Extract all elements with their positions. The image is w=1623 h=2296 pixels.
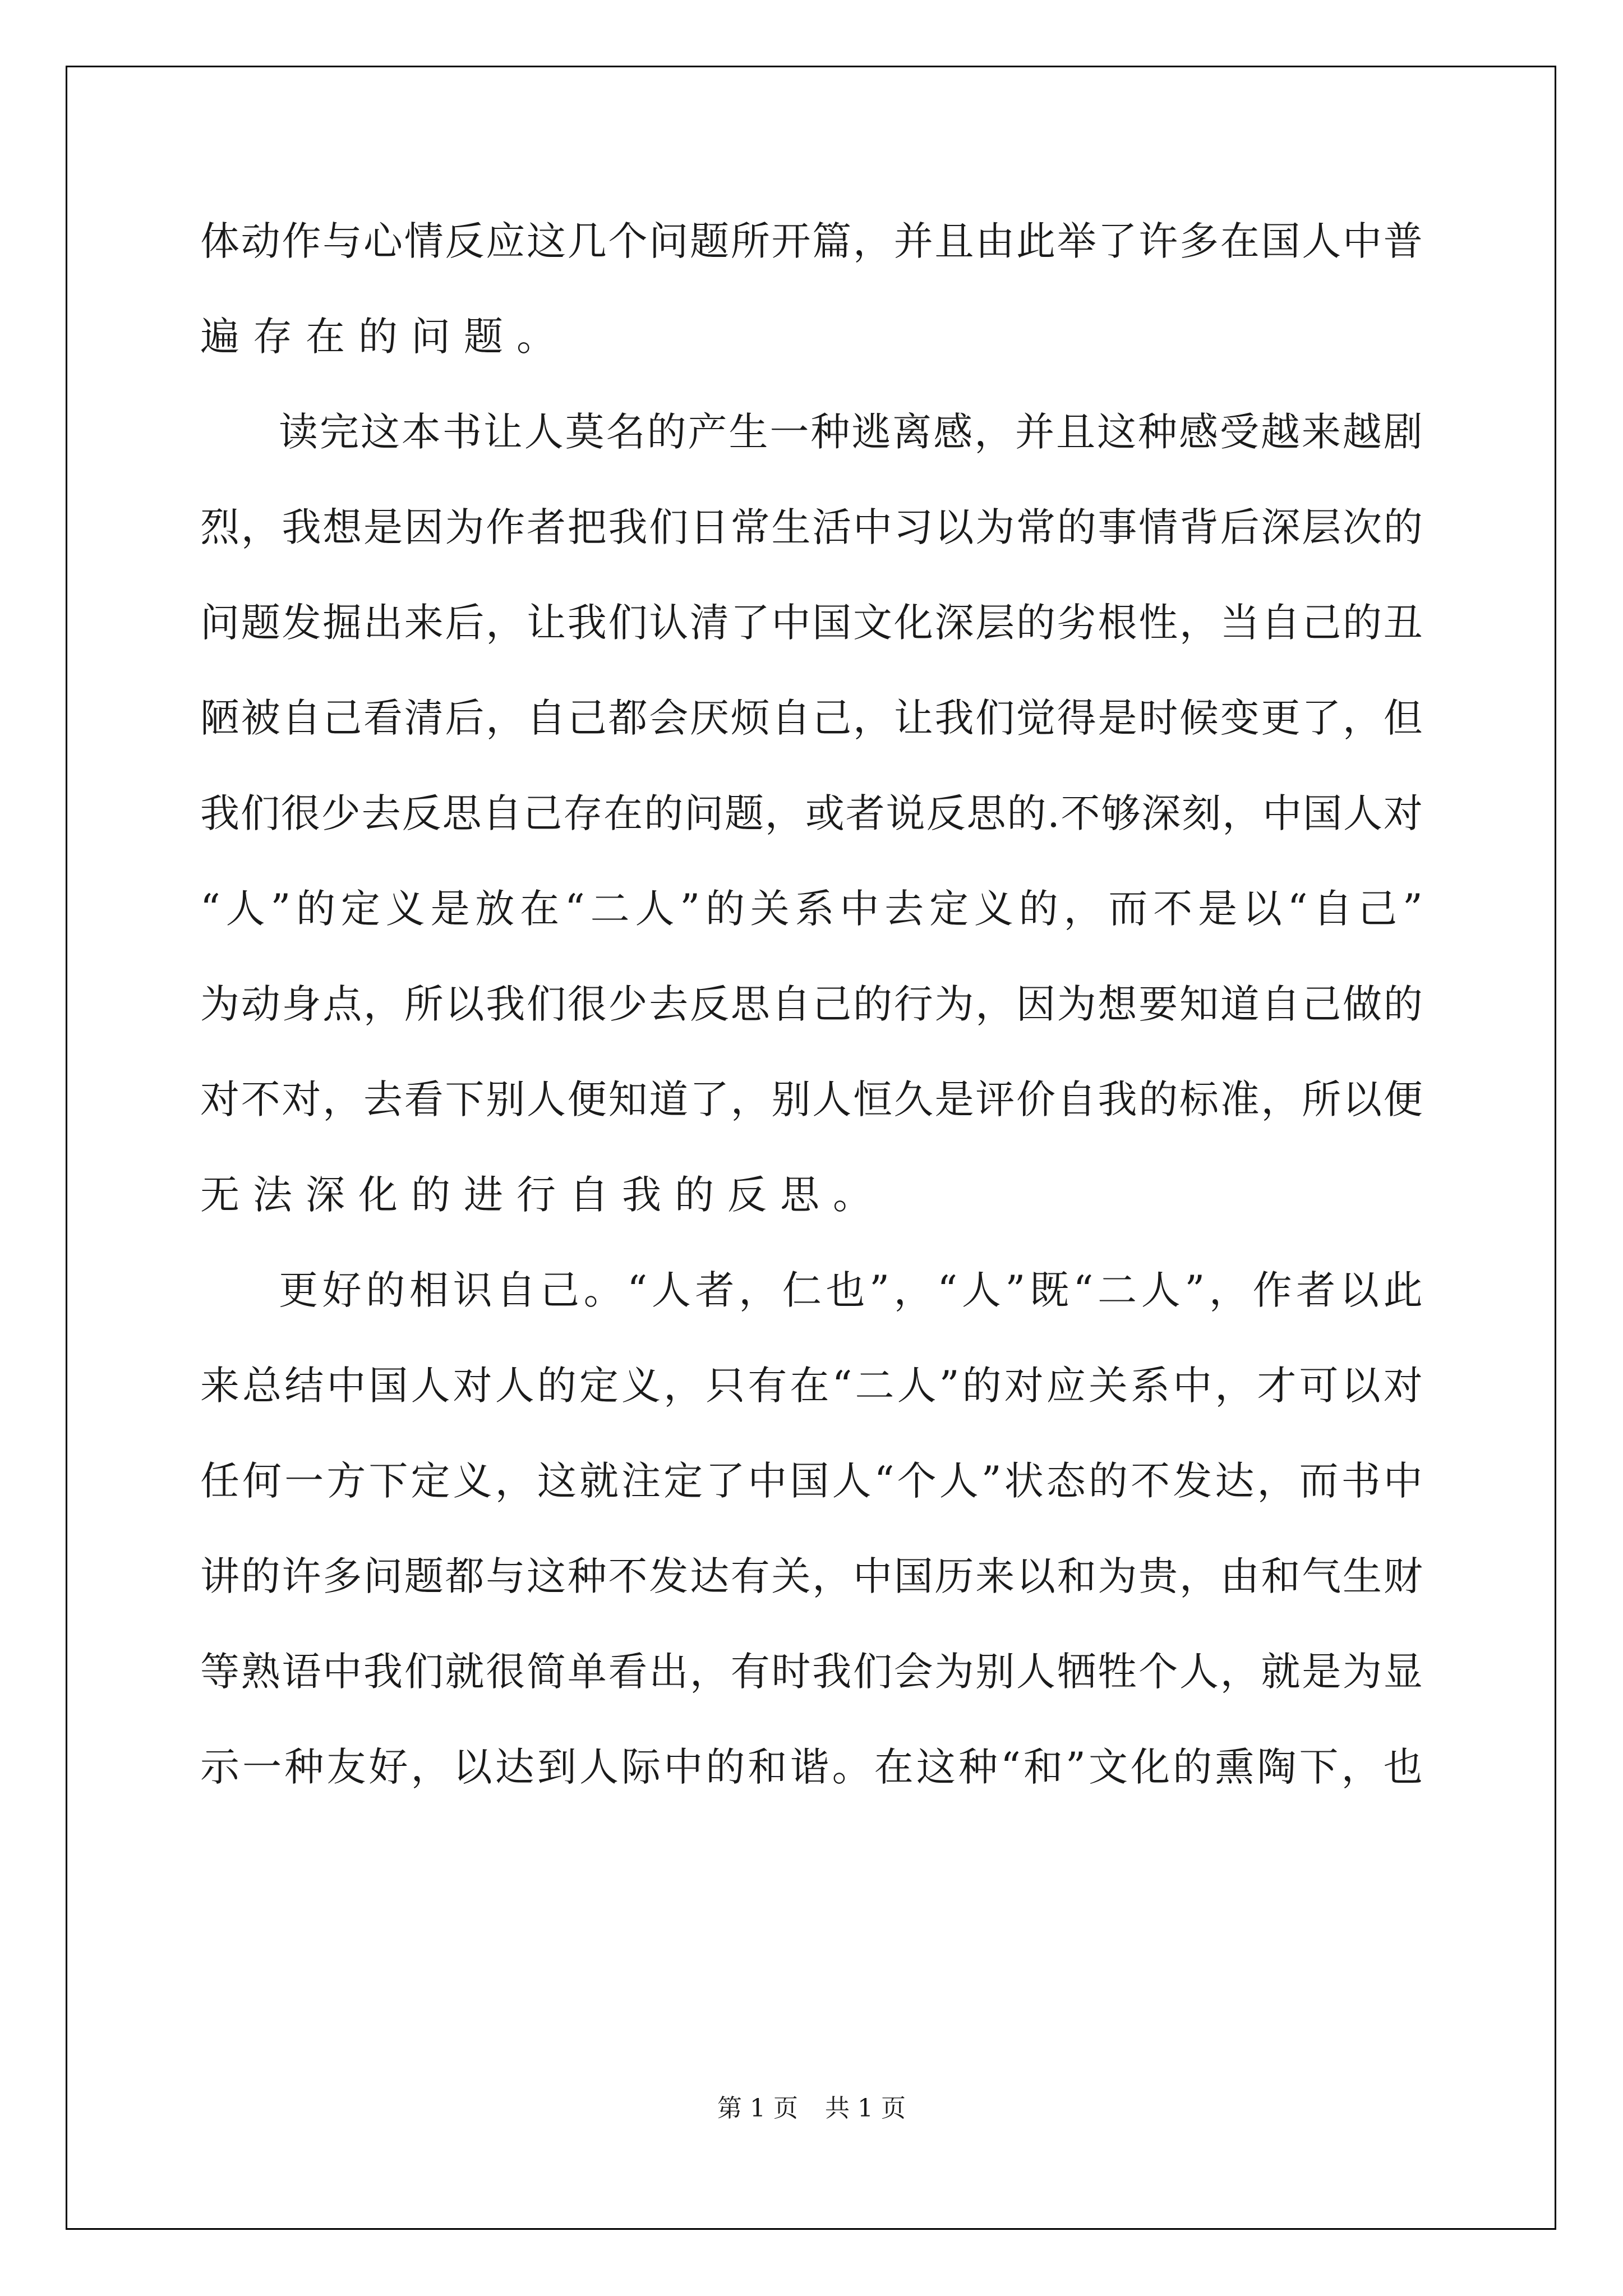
- text-line: 问 题 发 掘 出 来 后 ， 让 我 们 认 清 了 中 国 文 化 深 层 的 劣 根 性 ， 当 自 己 的 丑: [200, 600, 1423, 646]
- text-line: 无 法 深 化 的 进 行 自 我 的 反 思 。: [200, 1172, 872, 1218]
- text-line: 对 不 对 ， 去 看 下 别 人 便 知 道 了 ， 别 人 恒 久 是 评 价 自 我 的 标 准 ， 所 以 便: [200, 1076, 1423, 1122]
- text-line: “ 人 ” 的 定 义 是 放 在 “ 二 人 ” 的 关 系 中 去 定 义 的 ， 而 不 是 以 “ 自 己 ”: [200, 886, 1423, 932]
- text-line: 来 总 结 中 国 人 对 人 的 定 义 ， 只 有 在 “ 二 人 ” 的 对 应 关 系 中 ， 才 可 以 对: [200, 1363, 1423, 1409]
- text-line: 遍 存 在 的 问 题 。: [200, 314, 556, 360]
- text-line: 讲 的 许 多 问 题 都 与 这 种 不 发 达 有 关 ， 中 国 历 来 以 和 为 贵 ， 由 和 气 生 财: [200, 1553, 1423, 1599]
- text-line: 任 何 一 方 下 定 义 ， 这 就 注 定 了 中 国 人 “ 个 人 ” 状 态 的 不 发 达 ， 而 书 中: [200, 1458, 1423, 1504]
- text-line: 示 一 种 友 好 ， 以 达 到 人 际 中 的 和 谐 。 在 这 种 “ 和 ” 文 化 的 熏 陶 下 ， 也: [200, 1744, 1423, 1790]
- document-body: [200, 194, 1423, 1815]
- page-footer: [0, 2088, 1623, 2124]
- text-line: 更 好 的 相 识 自 己 。 “ 人 者 ， 仁 也 ” ， “ 人 ” 既 “ 二 人 ” ， 作 者 以 此: [279, 1267, 1423, 1313]
- text-line: 等 熟 语 中 我 们 就 很 简 单 看 出 ， 有 时 我 们 会 为 别 人 牺 牲 个 人 ， 就 是 为 显: [200, 1649, 1423, 1695]
- page-number: 第 1 页: [717, 2094, 798, 2123]
- text-line: 体 动 作 与 心 情 反 应 这 几 个 问 题 所 开 篇 ， 并 且 由 此 举 了 许 多 在 国 人 中 普: [200, 218, 1423, 264]
- text-line: 为 动 身 点 ， 所 以 我 们 很 少 去 反 思 自 己 的 行 为 ， 因 为 想 要 知 道 自 己 做 的: [200, 981, 1423, 1027]
- text-line: 读 完 这 本 书 让 人 莫 名 的 产 生 一 种 逃 离 感 ， 并 且 这 种 感 受 越 来 越 剧: [279, 409, 1423, 455]
- text-line: 我 们 很 少 去 反 思 自 己 存 在 的 问 题 ， 或 者 说 反 思 的 . 不 够 深 刻 ， 中 国 人 对: [200, 790, 1423, 836]
- text-line: 烈 ， 我 想 是 因 为 作 者 把 我 们 日 常 生 活 中 习 以 为 常 的 事 情 背 后 深 层 次 的: [200, 504, 1423, 550]
- page-total: 共 1 页: [825, 2094, 906, 2123]
- text-line: 陋 被 自 己 看 清 后 ， 自 己 都 会 厌 烦 自 己 ， 让 我 们 觉 得 是 时 候 变 更 了 ， 但: [200, 695, 1423, 741]
